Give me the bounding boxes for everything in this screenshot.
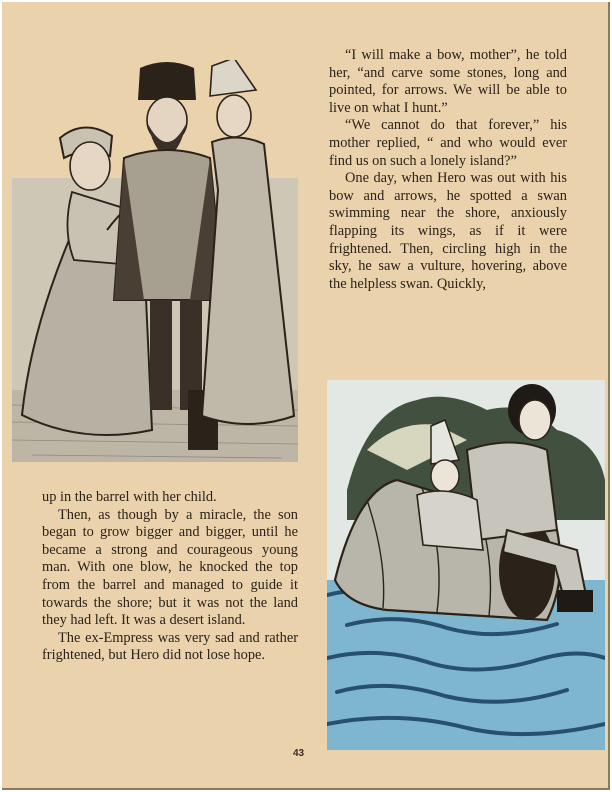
paragraph: up in the barrel with her child. [42, 489, 217, 505]
right-column-text [329, 47, 567, 293]
barrel-at-sea-illustration [327, 380, 605, 750]
page-number: 43 [293, 748, 305, 759]
left-column-text [42, 489, 298, 665]
family-greeting-illustration [12, 60, 298, 462]
comic-page [2, 2, 610, 790]
paragraph: “We cannot do that forever,” his mother replied, “ and who would ever find us on such a lonely island?” [329, 117, 567, 169]
paragraph: Then, as though by a miracle, the son began to grow bigger and bigger, until he became a strong and courageous young man. With one blow, he knocked the top from the barrel and managed to guide it towards the shore; but it was not the land they had left. It was a desert island. [42, 506, 298, 629]
paragraph: “I will make a bow, mother”, he told her, “and carve some stones, long and pointed, for arrows. We will be able to live on what I hunt.” [329, 47, 567, 116]
paragraph: One day, when Hero was out with his bow and arrows, he spotted a swan swimming near the shore, anxiously flapping its wings, as if it were frightened. Then, circling high in the sky, he saw a vulture, hovering, above the helpless swan. Quickly, [329, 170, 567, 292]
paragraph: The ex-Empress was very sad and rather frightened, but Hero did not lose hope. [42, 629, 298, 664]
